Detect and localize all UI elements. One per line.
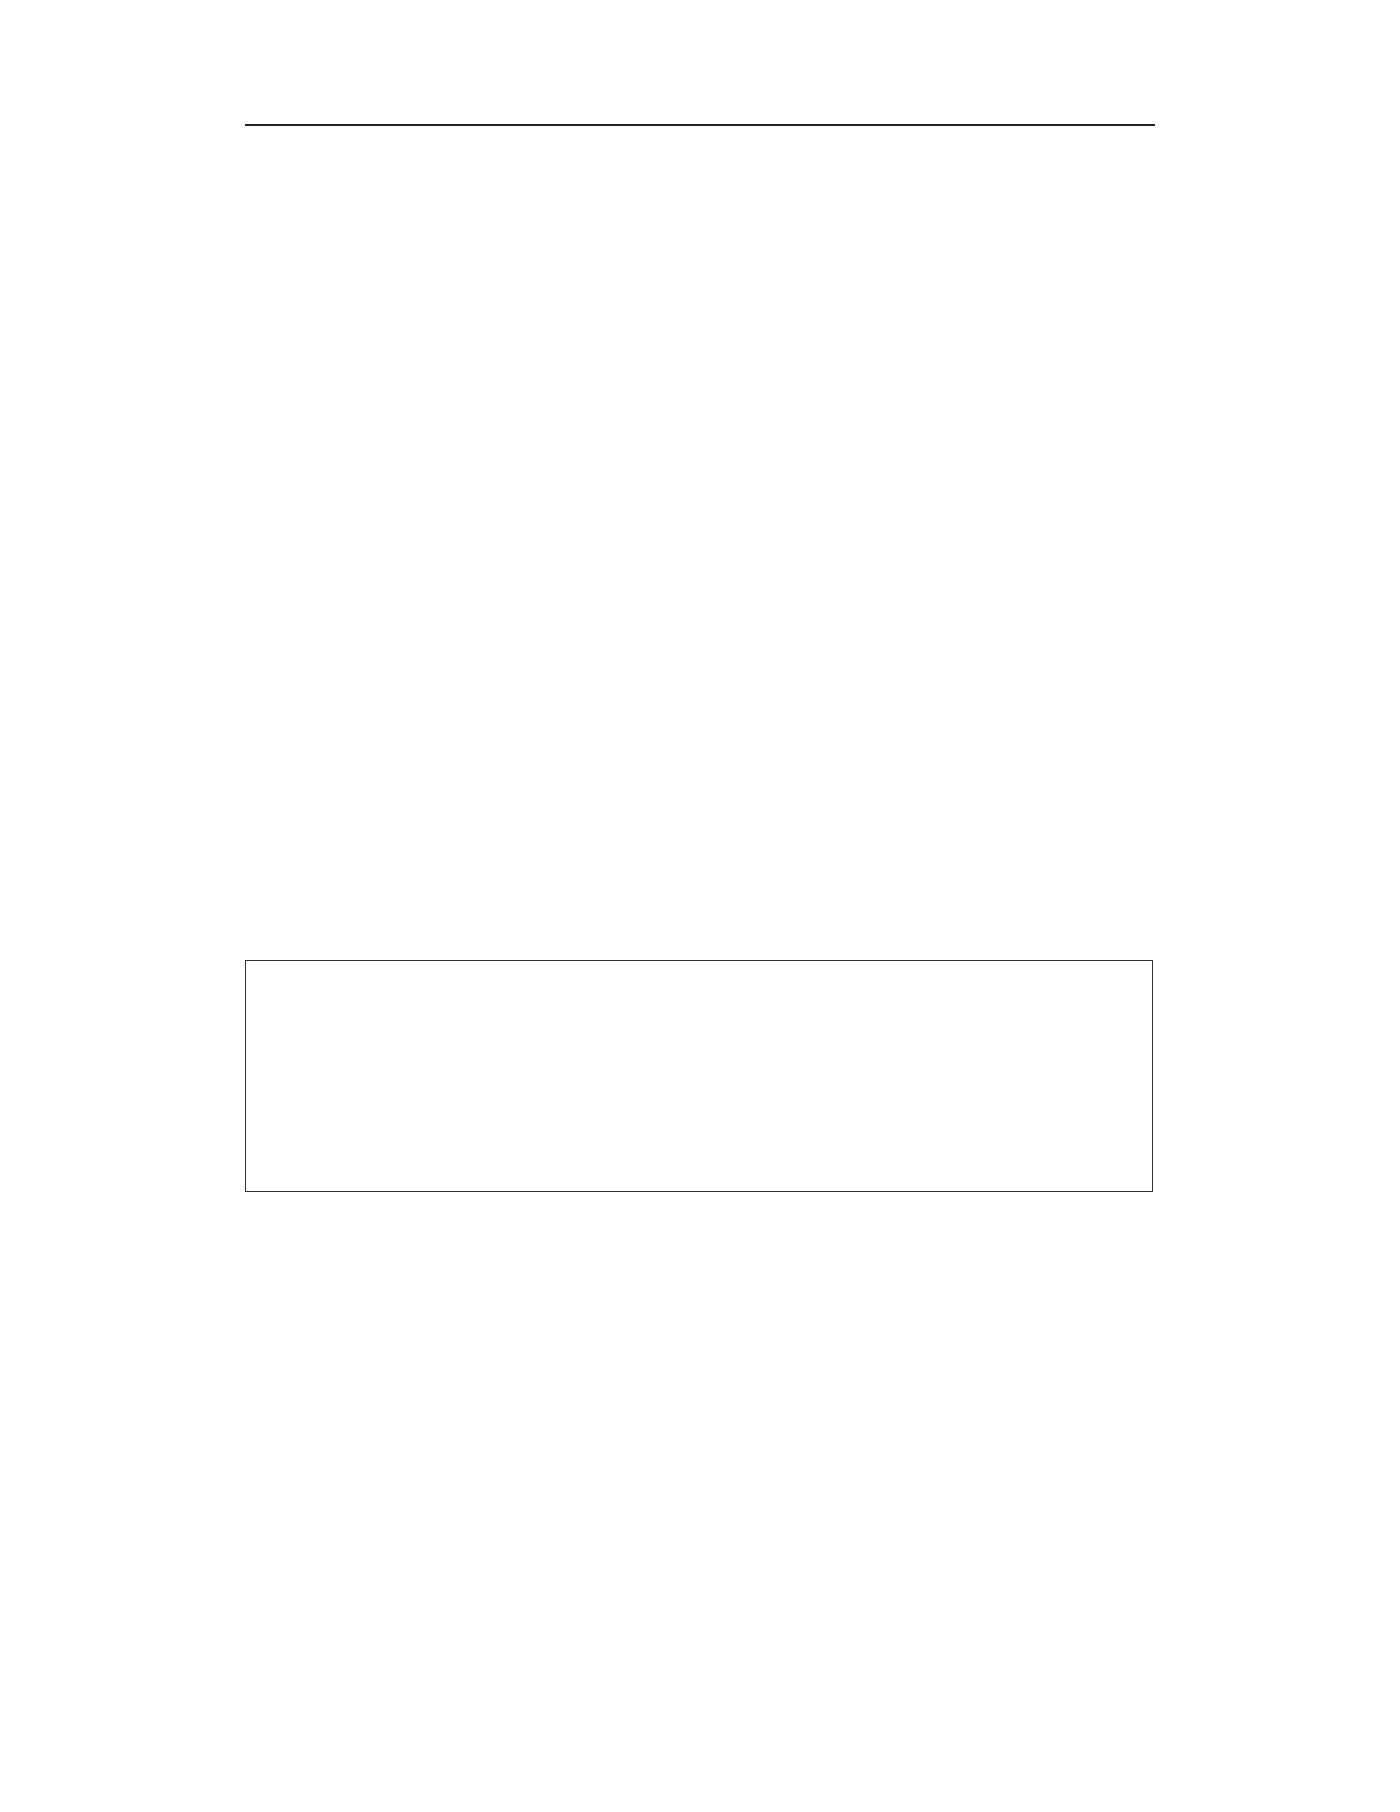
running-header	[245, 96, 1155, 126]
figure-16-2	[245, 960, 1153, 1192]
linked-list-diagram	[246, 961, 1151, 1190]
